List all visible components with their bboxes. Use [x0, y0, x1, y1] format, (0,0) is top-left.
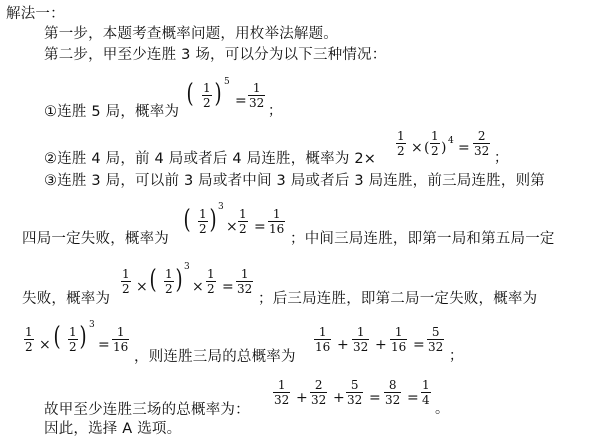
step-two: 第二步，甲至少连胜 3 场，可以分为以下三种情况： — [44, 47, 387, 63]
answer-line: 因此，选择 A 选项。 — [44, 421, 182, 437]
case-three-line1: ③连胜 3 局，可以前 3 局或者中间 3 局或者后 3 局连胜，前三局连胜，则第 — [44, 173, 545, 189]
fraction-half: $\frac{1}{2}$ — [203, 81, 211, 110]
exponent: 5 — [224, 77, 230, 87]
case-two-label: ②连胜 4 局，前 4 局或者后 4 局连胜，概率为 2× — [44, 151, 377, 167]
case-three-line2a: 四局一定失败，概率为 — [22, 231, 169, 247]
case-three-line3b: ；后三局连胜，即第二局一定失败，概率为 — [258, 291, 538, 307]
fraction-half: $\frac{1}{2}$ — [397, 129, 405, 158]
case-one-label: ①连胜 5 局，概率为 — [44, 104, 180, 120]
fraction-result: $\frac{1}{32}$ — [249, 81, 265, 110]
solution-heading: 解法一： — [6, 6, 65, 22]
fraction-half-inner: $\frac{1}{2}$ — [431, 129, 439, 158]
step-one: 第一步，本题考查概率问题，用枚举法解题。 — [44, 26, 338, 42]
case-three-line3a: 失败，概率为 — [22, 291, 111, 307]
case-three-line2b: ；中间三局连胜，即第一局和第五局一定 — [290, 231, 555, 247]
case-three-line4b: ，则连胜三局的总概率为 — [134, 349, 296, 365]
total-label: 故甲至少连胜三场的总概率为： — [44, 402, 250, 418]
fraction-result: $\frac{2}{32}$ — [474, 129, 490, 158]
